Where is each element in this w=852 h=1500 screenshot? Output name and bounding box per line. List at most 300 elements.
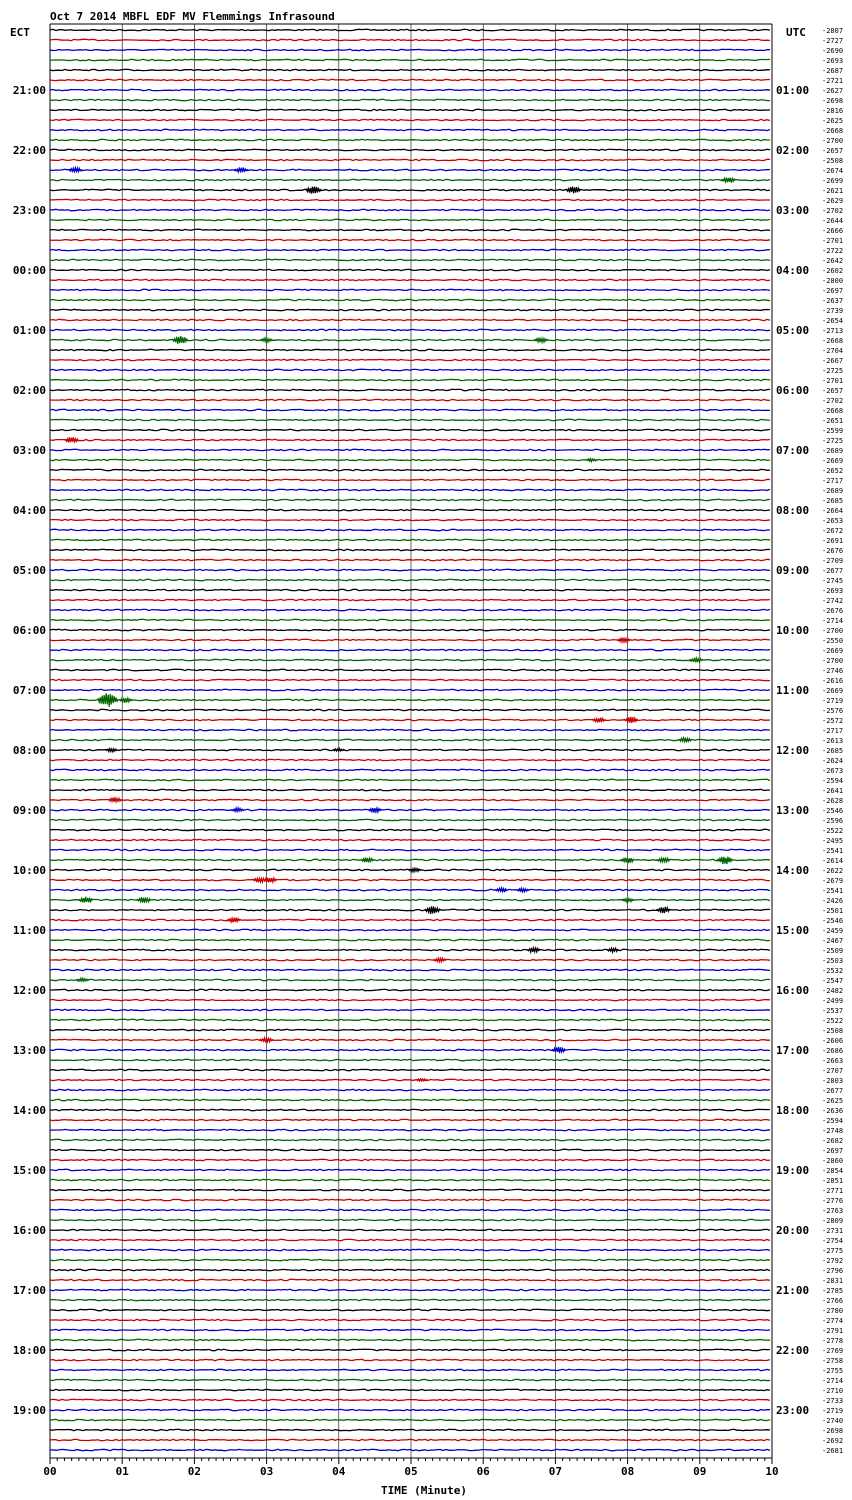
- trace-106: [50, 1089, 770, 1090]
- trace-48: [50, 509, 770, 510]
- trace-123: [50, 1259, 770, 1260]
- trace-offset-label: -2803: [822, 1077, 844, 1085]
- trace-offset-label: -2537: [822, 1007, 844, 1015]
- trace-122: [50, 1249, 770, 1250]
- trace-19: [50, 219, 770, 220]
- trace-31: [50, 339, 770, 340]
- trace-32: [50, 349, 770, 350]
- trace-127: [50, 1299, 770, 1300]
- trace-133: [50, 1359, 770, 1360]
- trace-offset-label: -2522: [822, 827, 844, 835]
- trace-27: [50, 299, 770, 300]
- trace-offset-label: -2697: [822, 287, 844, 295]
- trace-offset-label: -2704: [822, 347, 844, 355]
- event-burst: [433, 958, 446, 962]
- left-hour-label: 21:00: [12, 84, 46, 97]
- trace-offset-label: -2679: [822, 877, 844, 885]
- trace-110: [50, 1129, 770, 1130]
- trace-5: [50, 79, 770, 80]
- trace-offset-label: -2467: [822, 937, 844, 945]
- trace-39: [50, 419, 770, 420]
- trace-offset-label: -2739: [822, 307, 844, 315]
- event-burst: [425, 906, 441, 914]
- trace-offset-label: -2698: [822, 1427, 844, 1435]
- trace-offset-label: -2499: [822, 997, 844, 1005]
- trace-109: [50, 1119, 770, 1120]
- left-hour-label: 04:00: [12, 504, 46, 517]
- trace-offset-label: -2501: [822, 907, 844, 915]
- trace-offset-label: -2771: [822, 1187, 844, 1195]
- x-axis: [43, 1458, 778, 1478]
- left-hour-label: 06:00: [12, 624, 46, 637]
- trace-82: [50, 849, 770, 850]
- trace-offset-label: -2606: [822, 1037, 844, 1045]
- trace-120: [50, 1229, 770, 1230]
- trace-28: [50, 309, 770, 310]
- left-hour-label: 07:00: [12, 684, 46, 697]
- trace-offset-label: -2628: [822, 797, 844, 805]
- trace-69: [50, 719, 770, 720]
- event-burst: [657, 858, 671, 862]
- trace-92: [50, 949, 770, 950]
- trace-offset-label: -2700: [822, 137, 844, 145]
- trace-12: [50, 149, 770, 150]
- trace-113: [50, 1159, 770, 1160]
- trace-offset-label: -2763: [822, 1207, 844, 1215]
- trace-offset-label: -2657: [822, 387, 844, 395]
- trace-64: [50, 669, 770, 670]
- trace-93: [50, 959, 770, 960]
- event-burst: [68, 168, 82, 172]
- trace-offset-label: -2572: [822, 717, 844, 725]
- left-hour-label: 18:00: [12, 1344, 46, 1357]
- trace-offset-label: -2622: [822, 867, 844, 875]
- trace-138: [50, 1409, 770, 1410]
- trace-101: [50, 1039, 770, 1040]
- right-hour-label: 05:00: [776, 324, 810, 337]
- trace-offset-label: -2714: [822, 1377, 844, 1385]
- trace-3: [50, 59, 770, 60]
- event-burst: [621, 898, 634, 902]
- trace-offset-label: -2731: [822, 1227, 844, 1235]
- trace-50: [50, 529, 770, 530]
- x-tick-label: 02: [187, 1465, 202, 1478]
- trace-offset-label: -2717: [822, 477, 844, 485]
- x-tick-label: 01: [115, 1465, 129, 1478]
- trace-6: [50, 89, 770, 90]
- trace-offset-label: -2509: [822, 947, 844, 955]
- trace-offset-label: -2426: [822, 897, 844, 905]
- right-hour-label: 18:00: [776, 1104, 810, 1117]
- trace-offset-label: -2667: [822, 357, 844, 365]
- trace-140: [50, 1429, 770, 1430]
- trace-7: [50, 99, 770, 100]
- trace-52: [50, 549, 770, 550]
- trace-73: [50, 759, 770, 760]
- left-hour-label: 22:00: [12, 144, 46, 157]
- left-hour-label: 09:00: [12, 804, 46, 817]
- trace-21: [50, 239, 770, 240]
- right-hour-label: 02:00: [776, 144, 810, 157]
- right-hour-label: 22:00: [776, 1344, 810, 1357]
- right-hour-label: 13:00: [776, 804, 810, 817]
- trace-30: [50, 329, 770, 330]
- x-tick-label: 07: [548, 1465, 563, 1478]
- trace-offset-label: -2733: [822, 1397, 844, 1405]
- trace-offset-label: -2614: [822, 857, 844, 865]
- trace-offset-label: -2636: [822, 1107, 844, 1115]
- trace-offset-label: -2692: [822, 1437, 844, 1445]
- trace-47: [50, 499, 770, 500]
- trace-41: [50, 439, 770, 440]
- trace-9: [50, 119, 770, 120]
- trace-offset-label: -2602: [822, 267, 844, 275]
- trace-offset-label: -2681: [822, 1447, 844, 1455]
- right-hour-label: 08:00: [776, 504, 810, 517]
- trace-62: [50, 649, 770, 650]
- trace-18: [50, 209, 770, 210]
- trace-offset-label: -2785: [822, 1287, 844, 1295]
- trace-136: [50, 1389, 770, 1390]
- trace-offset-label: -2778: [822, 1337, 844, 1345]
- trace-8: [50, 109, 770, 110]
- trace-125: [50, 1279, 770, 1280]
- trace-79: [50, 819, 770, 820]
- x-tick-label: 10: [765, 1465, 779, 1478]
- event-burst: [64, 437, 78, 442]
- trace-16: [50, 189, 770, 190]
- event-burst: [620, 858, 634, 864]
- event-burst: [231, 808, 244, 812]
- left-hour-label: 12:00: [12, 984, 46, 997]
- trace-98: [50, 1009, 770, 1010]
- trace-17: [50, 199, 770, 200]
- trace-offset-label: -2758: [822, 1357, 844, 1365]
- right-hour-label: 19:00: [776, 1164, 810, 1177]
- trace-offset-label: -2807: [822, 27, 844, 35]
- trace-offset-label: -2666: [822, 227, 844, 235]
- event-burst: [172, 336, 188, 344]
- trace-offset-label: -2594: [822, 1117, 844, 1125]
- trace-134: [50, 1369, 770, 1370]
- event-burst: [534, 338, 548, 343]
- trace-offset-label: -2613: [822, 737, 844, 745]
- trace-offset-label: -2627: [822, 87, 844, 95]
- trace-87: [50, 899, 770, 900]
- x-tick-label: 03: [259, 1465, 274, 1478]
- trace-offset-label: -2691: [822, 537, 844, 545]
- trace-38: [50, 409, 770, 410]
- trace-offset-label: -2710: [822, 1387, 844, 1395]
- right-hour-label: 07:00: [776, 444, 810, 457]
- trace-offset-label: -2546: [822, 917, 844, 925]
- right-hour-label: 12:00: [776, 744, 810, 757]
- event-burst: [527, 948, 541, 953]
- trace-offset-label: -2547: [822, 977, 844, 985]
- trace-offset-label: -2780: [822, 1307, 844, 1315]
- trace-offset-label: -2685: [822, 747, 844, 755]
- trace-42: [50, 449, 770, 450]
- right-hour-label: 16:00: [776, 984, 810, 997]
- trace-offset-label: -2508: [822, 1027, 844, 1035]
- trace-offset-label: -2769: [822, 1347, 844, 1355]
- trace-111: [50, 1139, 770, 1140]
- trace-81: [50, 839, 770, 840]
- right-hour-label: 03:00: [776, 204, 810, 217]
- trace-offset-label: -2719: [822, 1407, 844, 1415]
- trace-91: [50, 939, 770, 940]
- trace-35: [50, 379, 770, 380]
- trace-15: [50, 179, 770, 180]
- trace-4: [50, 69, 770, 70]
- trace-offset-label: -2641: [822, 787, 844, 795]
- right-hour-label: 17:00: [776, 1044, 810, 1057]
- trace-77: [50, 799, 770, 800]
- trace-offset-label: -2625: [822, 117, 844, 125]
- left-hour-label: 00:00: [12, 264, 46, 277]
- x-tick-label: 06: [476, 1465, 490, 1478]
- trace-offset-label: -2725: [822, 367, 844, 375]
- trace-offset-label: -2701: [822, 377, 844, 385]
- trace-139: [50, 1419, 770, 1420]
- trace-offset-label: -2625: [822, 1097, 844, 1105]
- trace-55: [50, 579, 770, 580]
- trace-offset-label: -2714: [822, 617, 844, 625]
- trace-29: [50, 319, 770, 320]
- trace-46: [50, 489, 770, 490]
- right-hour-label: 11:00: [776, 684, 810, 697]
- trace-22: [50, 249, 770, 250]
- x-tick-label: 00: [43, 1465, 57, 1478]
- trace-44: [50, 469, 770, 470]
- trace-103: [50, 1059, 770, 1060]
- trace-130: [50, 1329, 770, 1330]
- left-hour-label: 11:00: [12, 924, 46, 937]
- chart-title: Oct 7 2014 MBFL EDF MV Flemmings Infrasound: [50, 10, 335, 23]
- trace-85: [50, 879, 770, 880]
- event-burst: [607, 948, 620, 952]
- trace-119: [50, 1219, 770, 1220]
- event-burst: [566, 187, 581, 194]
- event-burst: [260, 338, 273, 342]
- trace-offset-label: -2775: [822, 1247, 844, 1255]
- event-burst: [516, 888, 529, 892]
- trace-33: [50, 359, 770, 360]
- trace-offset-label: -2699: [822, 177, 844, 185]
- trace-60: [50, 629, 770, 630]
- left-hour-label: 16:00: [12, 1224, 46, 1237]
- trace-offset-label: -2746: [822, 667, 844, 675]
- trace-26: [50, 289, 770, 290]
- trace-131: [50, 1339, 770, 1340]
- trace-offset-label: -2459: [822, 927, 844, 935]
- left-hour-label: 23:00: [12, 204, 46, 217]
- trace-offset-label: -2663: [822, 1057, 844, 1065]
- trace-23: [50, 259, 770, 260]
- trace-offset-label: -2541: [822, 887, 844, 895]
- trace-offset-label: -2576: [822, 707, 844, 715]
- trace-97: [50, 999, 770, 1000]
- trace-offset-label: -2776: [822, 1197, 844, 1205]
- trace-offset-label: -2745: [822, 577, 844, 585]
- trace-80: [50, 829, 770, 830]
- trace-offset-label: -2774: [822, 1317, 844, 1325]
- trace-36: [50, 389, 770, 390]
- trace-0: [50, 29, 770, 30]
- trace-102: [50, 1049, 770, 1050]
- event-burst: [617, 638, 631, 642]
- trace-offset-label: -2709: [822, 557, 844, 565]
- trace-offset-label: -2676: [822, 607, 844, 615]
- trace-1: [50, 39, 770, 40]
- trace-129: [50, 1319, 770, 1320]
- trace-offset-label: -2654: [822, 317, 844, 325]
- trace-offset-label: -2642: [822, 257, 844, 265]
- right-zone-label: UTC: [786, 26, 806, 39]
- trace-offset-label: -2740: [822, 1417, 844, 1425]
- trace-group: [50, 29, 770, 1450]
- trace-offset-label: -2624: [822, 757, 844, 765]
- trace-offset-label: -2616: [822, 677, 844, 685]
- trace-offset-label: -2676: [822, 547, 844, 555]
- left-hour-label: 17:00: [12, 1284, 46, 1297]
- trace-99: [50, 1019, 770, 1020]
- trace-offset-label: -2754: [822, 1237, 844, 1245]
- trace-116: [50, 1189, 770, 1190]
- right-hour-label: 06:00: [776, 384, 810, 397]
- trace-offset-label: -2702: [822, 207, 844, 215]
- x-tick-label: 08: [620, 1465, 635, 1478]
- left-hour-label: 10:00: [12, 864, 46, 877]
- x-tick-label: 04: [332, 1465, 346, 1478]
- trace-offset-label: -2725: [822, 437, 844, 445]
- trace-114: [50, 1169, 770, 1170]
- trace-67: [50, 699, 770, 700]
- event-burst: [137, 897, 151, 903]
- trace-offset-label: -2550: [822, 637, 844, 645]
- left-hour-label: 15:00: [12, 1164, 46, 1177]
- trace-offset-label: -2677: [822, 1087, 844, 1095]
- trace-90: [50, 929, 770, 930]
- trace-137: [50, 1399, 770, 1400]
- trace-13: [50, 159, 770, 160]
- trace-108: [50, 1109, 770, 1110]
- trace-124: [50, 1269, 770, 1270]
- trace-95: [50, 979, 770, 980]
- trace-100: [50, 1029, 770, 1030]
- event-burst: [79, 897, 93, 903]
- right-hour-label: 20:00: [776, 1224, 810, 1237]
- trace-59: [50, 619, 770, 620]
- trace-121: [50, 1239, 770, 1240]
- trace-offset-label: -2685: [822, 497, 844, 505]
- trace-94: [50, 969, 770, 970]
- trace-offset-label: -2644: [822, 217, 844, 225]
- trace-107: [50, 1099, 770, 1100]
- trace-10: [50, 129, 770, 130]
- trace-offset-label: -2672: [822, 527, 844, 535]
- trace-offset-label: -2522: [822, 1017, 844, 1025]
- trace-61: [50, 639, 770, 640]
- trace-offset-label: -2707: [822, 1067, 844, 1075]
- left-hour-label: 13:00: [12, 1044, 46, 1057]
- trace-offset-label: -2689: [822, 447, 844, 455]
- trace-offset-label: -2791: [822, 1327, 844, 1335]
- trace-75: [50, 779, 770, 780]
- event-burst: [305, 187, 321, 194]
- trace-104: [50, 1069, 770, 1070]
- trace-128: [50, 1309, 770, 1310]
- right-hour-label: 15:00: [776, 924, 810, 937]
- trace-115: [50, 1179, 770, 1180]
- trace-57: [50, 599, 770, 600]
- trace-offset-label: -2657: [822, 147, 844, 155]
- trace-76: [50, 789, 770, 790]
- event-burst: [108, 797, 122, 802]
- trace-63: [50, 659, 770, 660]
- trace-71: [50, 739, 770, 740]
- trace-offset-label: -2697: [822, 1147, 844, 1155]
- trace-offset-label: -2599: [822, 427, 844, 435]
- trace-offset-label: -2713: [822, 327, 844, 335]
- right-hour-label: 01:00: [776, 84, 810, 97]
- trace-2: [50, 49, 770, 50]
- trace-89: [50, 919, 770, 920]
- trace-105: [50, 1079, 770, 1080]
- event-burst: [263, 878, 277, 883]
- trace-112: [50, 1149, 770, 1150]
- trace-142: [50, 1449, 770, 1450]
- trace-20: [50, 229, 770, 230]
- event-group: [64, 168, 735, 1082]
- trace-offset-label: -2816: [822, 107, 844, 115]
- event-burst: [717, 857, 733, 864]
- trace-25: [50, 279, 770, 280]
- trace-65: [50, 679, 770, 680]
- trace-offset-label: -2668: [822, 407, 844, 415]
- event-burst: [119, 698, 133, 703]
- left-hour-label: 03:00: [12, 444, 46, 457]
- trace-offset-label: -2677: [822, 567, 844, 575]
- trace-43: [50, 459, 770, 460]
- event-burst: [361, 858, 375, 863]
- trace-offset-label: -2698: [822, 97, 844, 105]
- trace-offset-label: -2546: [822, 807, 844, 815]
- right-hour-label: 10:00: [776, 624, 810, 637]
- trace-37: [50, 399, 770, 400]
- left-hour-label: 01:00: [12, 324, 46, 337]
- trace-96: [50, 989, 770, 990]
- trace-132: [50, 1349, 770, 1350]
- trace-offset-label: -2682: [822, 1137, 844, 1145]
- event-burst: [678, 738, 692, 743]
- trace-offset-label: -2651: [822, 417, 844, 425]
- left-zone-label: ECT: [10, 26, 30, 39]
- event-burst: [408, 868, 421, 871]
- event-burst: [592, 718, 606, 723]
- event-burst: [552, 1047, 566, 1053]
- trace-offset-label: -2701: [822, 237, 844, 245]
- offset-label-group: [822, 27, 843, 1455]
- trace-54: [50, 569, 770, 570]
- trace-offset-label: -2831: [822, 1277, 844, 1285]
- trace-offset-label: -2669: [822, 457, 844, 465]
- trace-34: [50, 369, 770, 370]
- trace-offset-label: -2717: [822, 727, 844, 735]
- trace-offset-label: -2693: [822, 587, 844, 595]
- time-grid: [50, 24, 772, 1458]
- trace-offset-label: -2653: [822, 517, 844, 525]
